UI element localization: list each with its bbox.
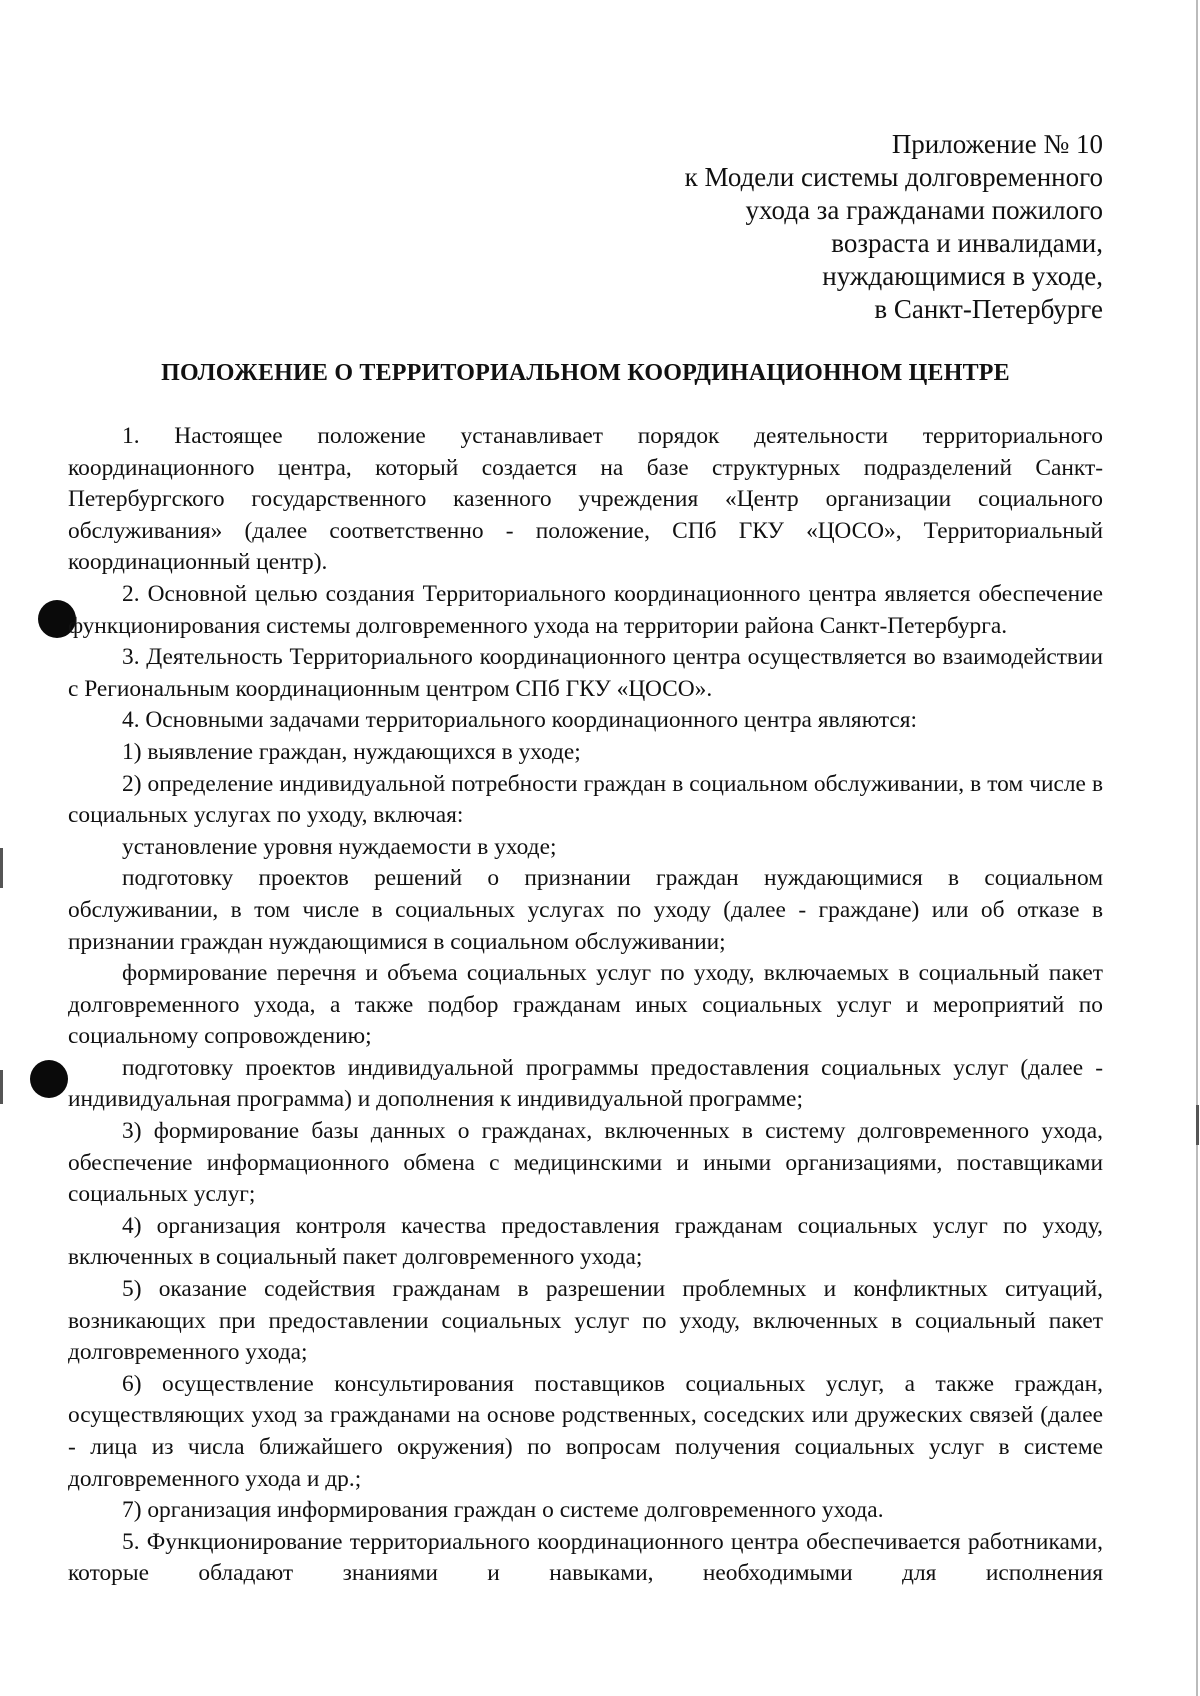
paragraph: 3) формирование базы данных о гражданах, включенных в систему долговременного ухода, обеспечение информационного обмена с медицинскими и иными организациями, поставщиками социальных услуг;	[68, 1118, 1103, 1208]
paragraph: 7) организация информирования граждан о системе долговременного ухода.	[122, 1497, 884, 1524]
paragraph: подготовку проектов индивидуальной программы предоставления социальных услуг (далее - индивидуальная программа) и дополнения к индивидуальной программе;	[68, 1054, 1103, 1113]
scan-edge-mark	[0, 848, 3, 888]
paragraph: подготовку проектов решений о признании граждан нуждающимися в социальном обслуживании, в том числе в социальных услугах по уходу (далее - граждане) или об отказе в признании граждан нуждающимися в социальном обслуживании;	[68, 865, 1103, 955]
header-line: к Модели системы долговременного	[684, 162, 1103, 192]
page-edge-line	[1196, 0, 1198, 1696]
paragraph: 3. Деятельность Территориального координационного центра осуществляется во взаимодействии с Региональным координационным центром СПб ГКУ «ЦОСО».	[68, 644, 1103, 702]
paragraph: 6) осуществление консультирования поставщиков социальных услуг, а также граждан, осуществляющих уход за гражданами на основе родственных, соседских или дружеских связей (далее - лица из числа ближайшего окружения) по вопросам получения социальных услуг в системе долговременного ухода и др.;	[68, 1370, 1103, 1492]
paragraph: 5) оказание содействия гражданам в разрешении проблемных и конфликтных ситуаций, возникающих при предоставлении социальных услуг по уходу, включенных в социальный пакет долговременного ухода;	[68, 1276, 1103, 1366]
scan-edge-mark	[1196, 1105, 1199, 1145]
paragraph: установление уровня нуждаемости в уходе;	[122, 833, 557, 860]
document-title: ПОЛОЖЕНИЕ О ТЕРРИТОРИАЛЬНОМ КООРДИНАЦИОННОМ ЦЕНТРЕ	[161, 360, 1010, 386]
hole-punch-mark	[30, 1060, 68, 1098]
paragraph: 2. Основной целью создания Территориального координационного центра является обеспечение функционирования системы долговременного ухода на территории района Санкт-Петербурга.	[68, 580, 1103, 639]
scan-edge-mark	[0, 1070, 3, 1104]
paragraph: 5. Функционирование территориального координационного центра обеспечивается работниками, которые обладают знаниями и навыками, необходимыми для исполнения	[68, 1528, 1103, 1587]
paragraph: 2) определение индивидуальной потребности граждан в социальном обслуживании, в том числе в социальных услугах по уходу, включая:	[68, 770, 1103, 829]
header-line: возраста и инвалидами,	[831, 228, 1103, 258]
header-line: Приложение № 10	[891, 129, 1103, 159]
paragraph: 1. Настоящее положение устанавливает порядок деятельности территориального координационного центра, который создается на базе структурных подразделений Санкт-Петербургского государственного казенного учреждения «Центр организации социального обслуживания» (далее соответственно - положение, СПб ГКУ «ЦОСО», Территориальный координационный центр).	[68, 423, 1103, 576]
paragraph: 4) организация контроля качества предоставления гражданам социальных услуг по уходу, включенных в социальный пакет долговременного ухода;	[68, 1212, 1103, 1271]
paragraph: 4. Основными задачами территориального координационного центра являются:	[122, 707, 918, 734]
header-line: в Санкт-Петербурге	[874, 294, 1103, 324]
header-line: ухода за гражданами пожилого	[745, 195, 1103, 225]
paragraph: формирование перечня и объема социальных услуг по уходу, включаемых в социальный пакет долговременного ухода, а также подбор гражданам иных социальных услуг и мероприятий по социальному сопровождению;	[68, 960, 1103, 1050]
document-body	[68, 421, 1103, 1590]
header-line: нуждающимися в уходе,	[822, 261, 1103, 291]
paragraph: 1) выявление граждан, нуждающихся в уходе;	[122, 738, 581, 765]
appendix-header	[620, 128, 1103, 326]
